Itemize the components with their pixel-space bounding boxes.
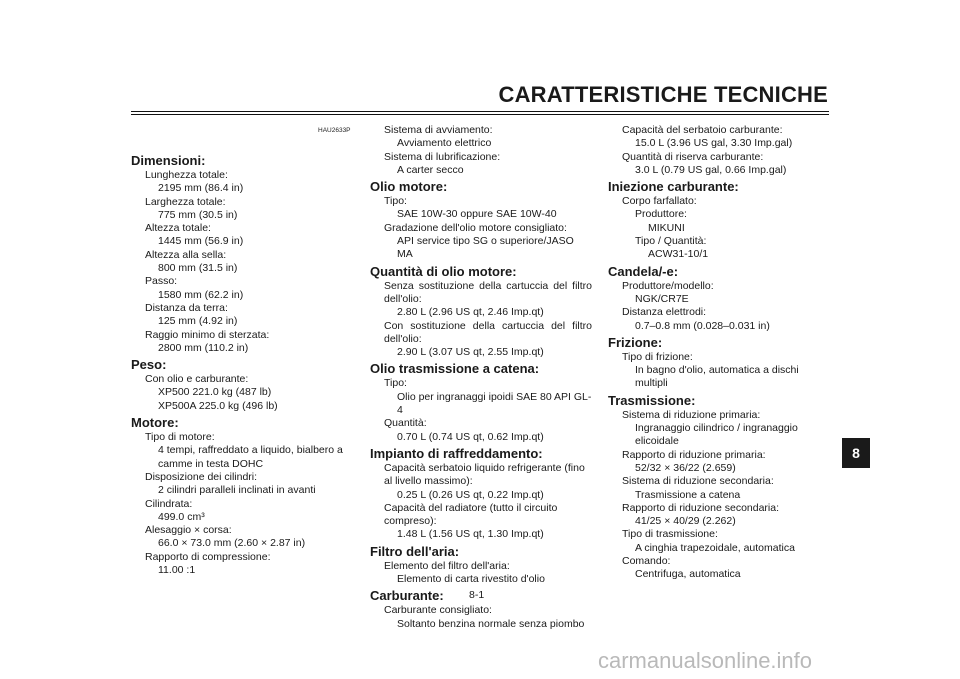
spec-value: 0.25 L (0.26 US qt, 0.22 Imp.qt) <box>397 488 544 501</box>
spec-label: Senza sostituzione della cartuccia del filtro dell'olio: <box>384 279 592 305</box>
spec-value: Olio per ingranaggi ipoidi SAE 80 API GL-4 <box>397 390 592 417</box>
spec-label: Con olio e carburante: <box>145 373 249 386</box>
spec-label: Altezza alla sella: <box>145 248 227 261</box>
section-heading: Carburante: <box>370 588 444 604</box>
chapter-tab[interactable]: 8 <box>842 438 870 468</box>
spec-label: Lunghezza totale: <box>145 169 228 181</box>
spec-label: Sistema di avviamento: <box>384 124 493 136</box>
section-heading: Quantità di olio motore: <box>370 263 517 279</box>
spec-value: ACW31-10/1 <box>648 248 709 261</box>
spec-value: 2.90 L (3.07 US qt, 2.55 Imp.qt) <box>397 346 544 359</box>
spec-label: Raggio minimo di sterzata: <box>145 328 270 341</box>
watermark-text: carmanualsonline.info <box>598 648 813 673</box>
spec-label: Rapporto di riduzione secondaria: <box>622 501 780 514</box>
spec-label: Comando: <box>622 555 671 568</box>
spec-label: Disposizione dei cilindri: <box>145 470 258 483</box>
spec-value: A carter secco <box>397 163 464 176</box>
spec-label: Sistema di riduzione primaria: <box>622 408 761 421</box>
spec-label: Passo: <box>145 275 178 288</box>
spec-value: Produttore: <box>635 208 687 221</box>
spec-value: 1580 mm (62.2 in) <box>158 288 244 301</box>
spec-value: Tipo / Quantità: <box>635 235 707 248</box>
section-heading: Olio trasmissione a catena: <box>370 361 540 377</box>
spec-value: 775 mm (30.5 in) <box>158 208 238 221</box>
spec-label: Capacità serbatoio liquido refrigerante (fino al livello massimo): <box>384 461 585 488</box>
spec-value: NGK/CR7E <box>635 292 689 305</box>
spec-label: Quantità: <box>384 417 427 430</box>
spec-value: Soltanto benzina normale senza piombo <box>397 617 585 630</box>
spec-label: Gradazione dell'olio motore consigliato: <box>384 221 567 234</box>
spec-value: 4 tempi, raffreddato a liquido, bialbero a camme in testa DOHC <box>158 444 343 470</box>
spec-label: Cilindrata: <box>145 497 193 510</box>
spec-label: Tipo di trasmissione: <box>622 528 718 541</box>
spec-label: Tipo: <box>384 195 407 208</box>
spec-label: Carburante consigliato: <box>384 604 492 617</box>
section-heading: Trasmissione: <box>608 392 696 408</box>
spec-value: 52/32 × 36/22 (2.659) <box>635 461 736 474</box>
spec-column-1 <box>131 151 355 577</box>
section-heading: Impianto di raffreddamento: <box>370 445 543 461</box>
spec-label: Larghezza totale: <box>145 195 226 208</box>
spec-value: 2195 mm (86.4 in) <box>158 182 244 195</box>
spec-label: Rapporto di compressione: <box>145 550 271 563</box>
spec-value: XP500A 225.0 kg (496 lb) <box>158 399 278 412</box>
spec-label: Sistema di lubrificazione: <box>384 150 501 163</box>
spec-value: 1.48 L (1.56 US qt, 1.30 Imp.qt) <box>397 528 544 541</box>
spec-value: API service tipo SG o superiore/JASO MA <box>397 235 574 261</box>
spec-value: Ingranaggio cilindrico / ingranaggio elicoidale <box>635 422 798 448</box>
spec-label: Distanza elettrodi: <box>622 306 707 319</box>
section-heading: Motore: <box>131 415 179 431</box>
spec-value: Avviamento elettrico <box>397 137 492 150</box>
spec-label: Corpo farfallato: <box>622 195 697 208</box>
title-rule <box>131 111 829 112</box>
spec-label: Sistema di riduzione secondaria: <box>622 475 774 488</box>
reference-code: HAU2633P <box>318 127 351 134</box>
section-heading: Candela/-e: <box>608 263 679 279</box>
spec-label: Tipo: <box>384 377 407 390</box>
spec-value: MIKUNI <box>648 221 685 234</box>
section-heading: Frizione: <box>608 334 663 350</box>
spec-label: Con sostituzione della cartuccia del filtro dell'olio: <box>384 319 592 345</box>
spec-value: Elemento di carta rivestito d'olio <box>397 573 545 586</box>
spec-value: SAE 10W-30 oppure SAE 10W-40 <box>397 208 557 221</box>
spec-value: 125 mm (4.92 in) <box>158 315 238 328</box>
spec-value: 11.00 :1 <box>158 564 196 577</box>
spec-value: A cinghia trapezoidale, automatica <box>635 541 795 554</box>
page-number: 8-1 <box>469 589 485 601</box>
section-heading: Dimensioni: <box>131 153 206 168</box>
spec-value: Centrifuga, automatica <box>635 568 741 581</box>
spec-label: Rapporto di riduzione primaria: <box>622 448 766 461</box>
spec-value: 800 mm (31.5 in) <box>158 262 238 275</box>
section-heading: Peso: <box>131 357 167 373</box>
spec-label: Tipo di motore: <box>145 431 215 444</box>
spec-value: 2 cilindri paralleli inclinati in avanti <box>158 484 316 497</box>
spec-value: 41/25 × 40/29 (2.262) <box>635 515 736 528</box>
spec-value: In bagno d'olio, automatica a dischi multipli <box>635 364 799 390</box>
spec-label: Alesaggio × corsa: <box>145 524 232 537</box>
spec-value: 0.7–0.8 mm (0.028–0.031 in) <box>635 319 770 332</box>
spec-value: 3.0 L (0.79 US gal, 0.66 Imp.gal) <box>635 163 787 176</box>
spec-label: Altezza totale: <box>145 222 211 235</box>
spec-value: 0.70 L (0.74 US qt, 0.62 Imp.qt) <box>397 430 544 443</box>
spec-label: Capacità del radiatore (tutto il circuito compreso): <box>384 501 558 528</box>
spec-label: Elemento del filtro dell'aria: <box>384 559 510 572</box>
spec-value: 2800 mm (110.2 in) <box>158 341 249 354</box>
spec-label: Distanza da terra: <box>145 301 228 314</box>
spec-column-2 <box>370 124 592 631</box>
spec-label: Produttore/modello: <box>622 279 714 292</box>
spec-value: XP500 221.0 kg (487 lb) <box>158 386 272 399</box>
page-title: CARATTERISTICHE TECNICHE <box>498 82 828 107</box>
spec-label: Quantità di riserva carburante: <box>622 150 764 163</box>
spec-label: Tipo di frizione: <box>622 350 693 363</box>
section-heading: Olio motore: <box>370 179 448 195</box>
section-heading: Iniezione carburante: <box>608 179 739 195</box>
spec-value: Trasmissione a catena <box>635 488 741 501</box>
spec-value: 2.80 L (2.96 US qt, 2.46 Imp.qt) <box>397 306 544 319</box>
spec-column-3 <box>608 124 832 582</box>
spec-label: Capacità del serbatoio carburante: <box>622 124 783 136</box>
section-heading: Filtro dell'aria: <box>370 543 460 559</box>
spec-value: 15.0 L (3.96 US gal, 3.30 Imp.gal) <box>635 137 793 150</box>
spec-value: 1445 mm (56.9 in) <box>158 235 244 248</box>
title-rule-thick <box>131 114 829 115</box>
spec-value: 499.0 cm³ <box>158 510 205 523</box>
spec-value: 66.0 × 73.0 mm (2.60 × 2.87 in) <box>158 537 306 550</box>
